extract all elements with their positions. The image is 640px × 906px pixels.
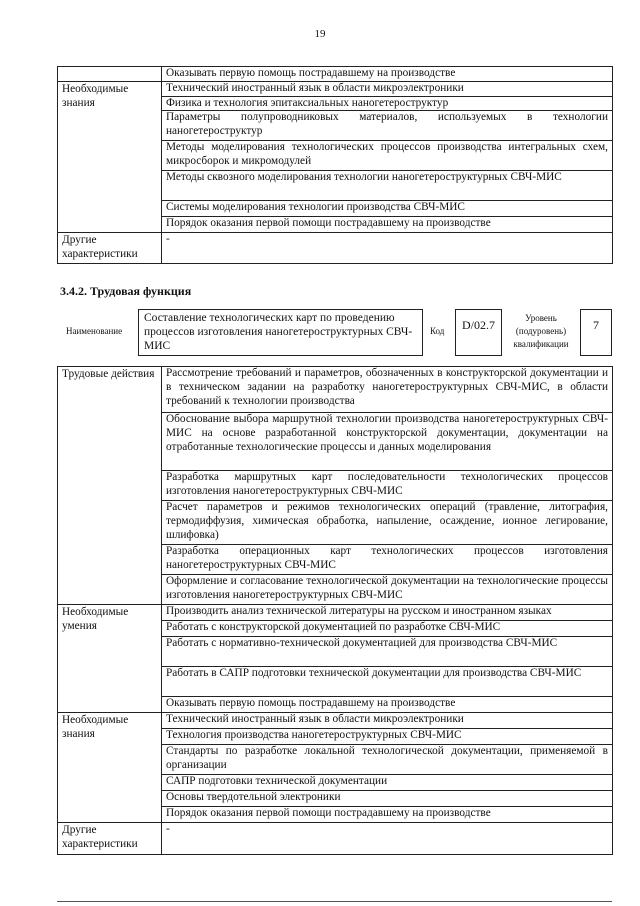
table-cell: Физика и технология эпитаксиальных наногетероструктур xyxy=(162,96,613,111)
table-cell: Расчет параметров и режимов технологических операций (травление, литография, термодиффузия, химическая обработка, напыление, осаждение, ионное легирование, шлифовка) xyxy=(162,501,613,545)
table-cell: Оказывать первую помощь пострадавшему на производстве xyxy=(162,67,613,82)
page-number: 19 xyxy=(314,28,326,40)
table-cell: Порядок оказания первой помощи пострадавшему на производстве xyxy=(162,217,613,233)
table-row xyxy=(58,713,613,729)
other-label: Другие характеристики xyxy=(58,823,162,855)
level-label: Уровень (подуровень) квалификации xyxy=(513,313,569,349)
table-cell: Рассмотрение требований и параметров, обозначенных в конструкторской документации и в техническом задании на разработку наногетероструктурных СВЧ-МИС, в области требований к технологии производства xyxy=(162,367,613,413)
empty-label-cell xyxy=(58,67,162,82)
section-title: 3.4.2. Трудовая функция xyxy=(60,284,192,298)
knowledge-label: Необходимые знания xyxy=(58,81,162,233)
table-cell: Системы моделирования технологии производства СВЧ-МИС xyxy=(162,201,613,217)
table-row xyxy=(58,605,613,621)
table-cell: САПР подготовки технической документации xyxy=(162,775,613,791)
code-value-box: D/02.7 xyxy=(455,309,502,356)
table-row xyxy=(58,367,613,413)
table-cell: Технический иностранный язык в области микроэлектроники xyxy=(162,81,613,96)
level-value-box: 7 xyxy=(580,309,612,356)
table-cell: Разработка операционных карт технологических процессов изготовления наногетероструктурных СВЧ-МИС xyxy=(162,545,613,575)
table-cell: Работать в САПР подготовки технической документации для производства СВЧ-МИС xyxy=(162,667,613,697)
actions-label: Трудовые действия xyxy=(58,367,162,605)
table-cell: Основы твердотельной электроники xyxy=(162,791,613,807)
code-label: Код xyxy=(430,326,445,336)
knowledge-label: Необходимые знания xyxy=(58,713,162,823)
table-row xyxy=(58,233,613,264)
other-value: - xyxy=(162,233,613,264)
table-cell: Параметры полупроводниковых материалов, используемых в технологии наногетероструктур xyxy=(162,111,613,141)
top-requirements-table xyxy=(57,66,613,264)
table-row xyxy=(58,81,613,96)
function-name-box: Составление технологических карт по проведению процессов изготовления наногетероструктурных СВЧ-МИС xyxy=(138,309,423,356)
other-label: Другие характеристики xyxy=(58,233,162,264)
table-cell: Методы сквозного моделирования технологии наногетероструктурных СВЧ-МИС xyxy=(162,171,613,201)
table-cell: Обоснование выбора маршрутной технологии производства наногетероструктурных СВЧ-МИС на основе разработанной конструкторской документации, документации на отработанные технологические процессы и данных моделирования xyxy=(162,413,613,471)
table-cell: Оформление и согласование технологической документации на технологические процессы изготовления наногетероструктурных СВЧ-МИС xyxy=(162,575,613,605)
bottom-edge-line xyxy=(57,901,612,902)
name-label: Наименование xyxy=(66,326,123,336)
table-row xyxy=(58,67,613,82)
table-cell: Порядок оказания первой помощи пострадавшему на производстве xyxy=(162,807,613,823)
skills-label: Необходимые умения xyxy=(58,605,162,713)
table-cell: Разработка маршрутных карт последовательности технологических процессов изготовления наногетероструктурных СВЧ-МИС xyxy=(162,471,613,501)
table-row xyxy=(58,823,613,855)
table-cell: Оказывать первую помощь пострадавшему на производстве xyxy=(162,697,613,713)
table-cell: Работать с нормативно-технической документацией для производства СВЧ-МИС xyxy=(162,637,613,667)
table-cell: Технический иностранный язык в области микроэлектроники xyxy=(162,713,613,729)
table-cell: Производить анализ технической литературы на русском и иностранном языках xyxy=(162,605,613,621)
table-cell: Методы моделирования технологических процессов производства интегральных схем, микросборок и микромодулей xyxy=(162,141,613,171)
table-cell: Технология производства наногетероструктурных СВЧ-МИС xyxy=(162,729,613,745)
labor-function-table xyxy=(57,366,613,855)
table-cell: Стандарты по разработке локальной технологической документации, применяемой в организации xyxy=(162,745,613,775)
other-value: - xyxy=(162,823,613,855)
table-cell: Работать с конструкторской документацией по разработке СВЧ-МИС xyxy=(162,621,613,637)
